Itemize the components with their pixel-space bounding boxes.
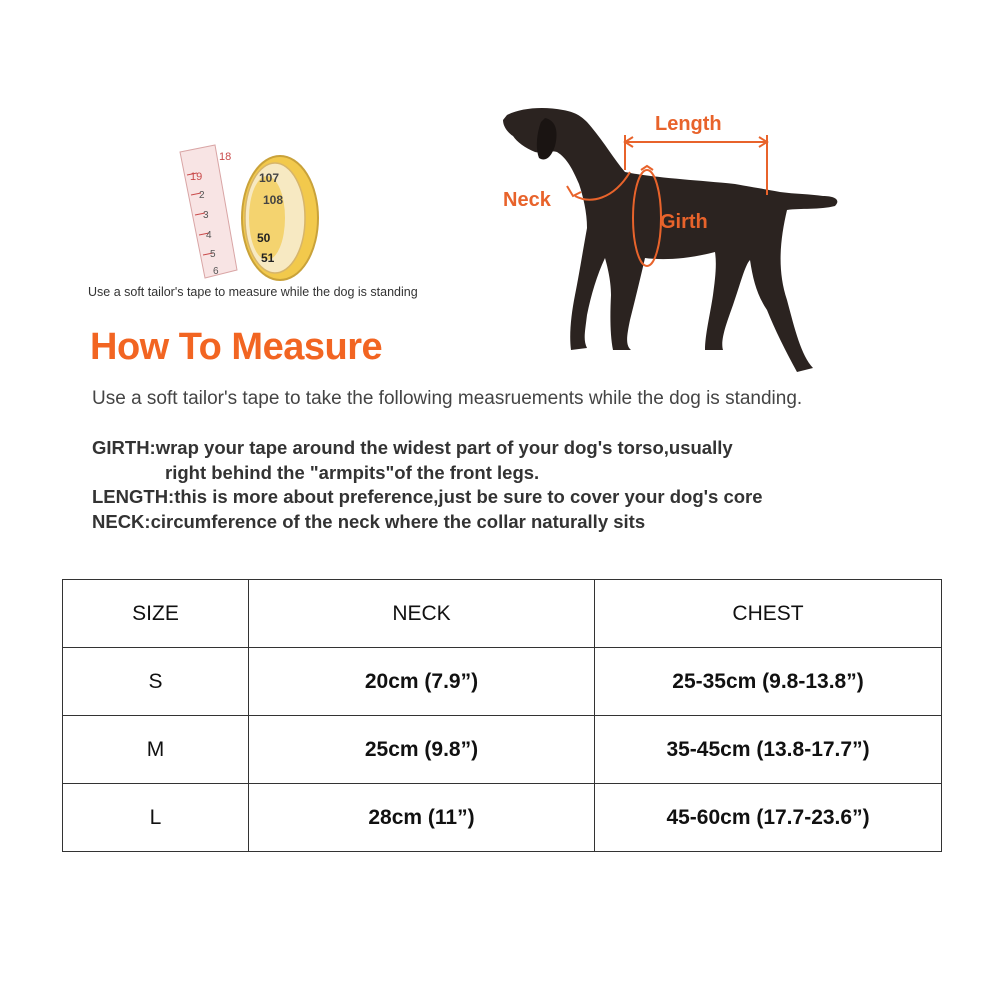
- size-cell: L: [63, 784, 249, 852]
- table-row: [63, 784, 942, 852]
- tape-number: 50: [257, 231, 271, 245]
- girth-instruction-line1: GIRTH:wrap your tape around the widest part of your dog's torso,usually: [92, 437, 733, 458]
- chest-cell: 25-35cm (9.8-13.8”): [595, 648, 942, 716]
- neck-cell: 20cm (7.9”): [249, 648, 595, 716]
- tape-number: 2: [199, 190, 205, 201]
- tape-number: 4: [206, 230, 212, 241]
- table-header-row: [63, 580, 942, 648]
- tape-number: 51: [261, 251, 275, 265]
- header-size: SIZE: [63, 580, 249, 648]
- tape-number: 5: [210, 249, 216, 260]
- tape-measure-illustration: [175, 140, 325, 290]
- length-label: Length: [655, 113, 722, 135]
- girth-label: Girth: [660, 211, 708, 233]
- neck-label: Neck: [503, 189, 551, 211]
- tape-caption: Use a soft tailor's tape to measure while the dog is standing: [88, 285, 418, 299]
- dog-measurement-diagram: [495, 100, 855, 380]
- tape-number: 108: [263, 193, 284, 207]
- size-cell: S: [63, 648, 249, 716]
- neck-cell: 25cm (9.8”): [249, 716, 595, 784]
- measurement-instructions: [92, 436, 763, 534]
- guide-title: How To Measure: [90, 326, 383, 368]
- header-chest: CHEST: [595, 580, 942, 648]
- tape-number: 107: [259, 171, 280, 185]
- tape-measure-icon: [175, 140, 325, 290]
- neck-cell: 28cm (11”): [249, 784, 595, 852]
- size-chart-table: [62, 579, 942, 852]
- neck-instruction: NECK:circumference of the neck where the collar naturally sits: [92, 510, 646, 532]
- tape-number: 19: [190, 171, 203, 183]
- tape-number: 3: [203, 210, 209, 221]
- chest-cell: 45-60cm (17.7-23.6”): [595, 784, 942, 852]
- table-row: [63, 716, 942, 784]
- chest-cell: 35-45cm (13.8-17.7”): [595, 716, 942, 784]
- tape-number: 6: [213, 266, 219, 277]
- table-row: [63, 648, 942, 716]
- header-neck: NECK: [249, 580, 595, 648]
- dog-silhouette-icon: [495, 100, 855, 380]
- guide-intro: Use a soft tailor's tape to take the following measruements while the dog is standing.: [92, 388, 803, 409]
- length-instruction: LENGTH:this is more about preference,just be sure to cover your dog's core: [92, 486, 763, 507]
- girth-instruction-line2: right behind the "armpits"of the front legs.: [165, 461, 540, 483]
- size-cell: M: [63, 716, 249, 784]
- tape-number: 18: [219, 151, 232, 163]
